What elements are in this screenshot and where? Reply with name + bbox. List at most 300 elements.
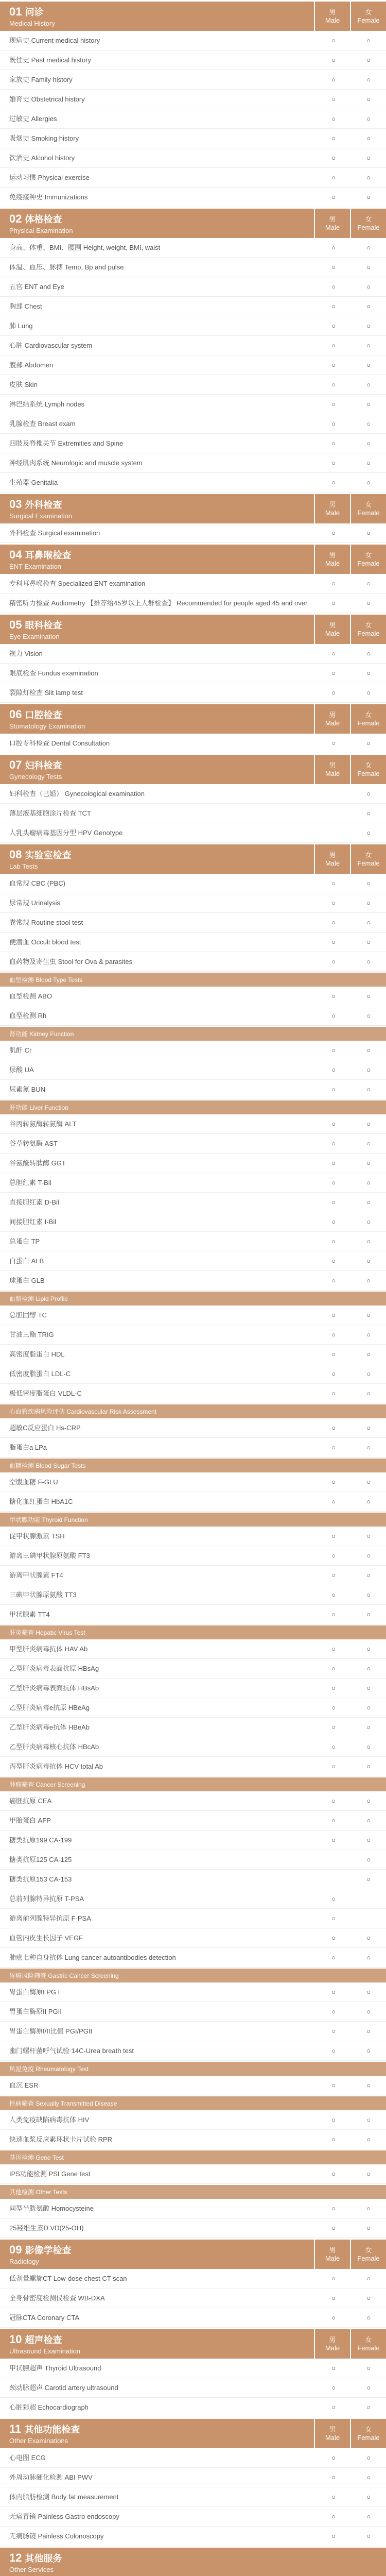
male-zh: 男 — [329, 2246, 336, 2254]
female-included-mark: ○ — [366, 2314, 371, 2321]
column-header-male — [314, 545, 350, 574]
female-en: Female — [357, 2254, 380, 2262]
column-header-female — [350, 755, 386, 784]
exam-item-name: 癌胚抗原 CEA — [9, 1797, 52, 1805]
exam-item-name: 乙型肝炎病毒核心抗体 HBcAb — [9, 1742, 99, 1751]
exam-item-name: 血管内皮生长因子 VEGF — [9, 1934, 83, 1942]
female-zh: 女 — [365, 2335, 372, 2344]
male-included-mark: ○ — [331, 1797, 336, 1805]
exam-item-row — [0, 109, 386, 129]
female-included-mark: ○ — [366, 2384, 371, 2392]
exam-item-row — [0, 316, 386, 336]
male-included-mark: ○ — [331, 2275, 336, 2282]
male-included-mark: ○ — [331, 1552, 336, 1560]
male-included-mark: ○ — [331, 2116, 336, 2124]
exam-item-name: 胃蛋白酶原I/II比值 PGI/PGII — [9, 2027, 93, 2035]
female-zh: 女 — [365, 710, 372, 719]
exam-item-name: 脂蛋白a LPa — [9, 1443, 47, 1451]
exam-item-name: 白蛋白 ALB — [9, 1257, 44, 1265]
exam-item-row — [0, 2002, 386, 2022]
female-included-mark: ○ — [366, 1277, 371, 1284]
male-included-mark: ○ — [331, 381, 336, 388]
male-included-mark: ○ — [331, 1611, 336, 1618]
male-zh: 男 — [329, 621, 336, 629]
exam-item-row — [0, 1193, 386, 1212]
male-included-mark: ○ — [331, 2047, 336, 2055]
section-title — [0, 615, 314, 644]
column-header-male — [314, 209, 350, 238]
male-included-mark: ○ — [331, 1218, 336, 1226]
section-title-zh-line — [9, 708, 314, 721]
female-included-mark: ○ — [366, 1238, 371, 1245]
exam-item-name: 薄层液基细胞涂片检查 TCT — [9, 809, 91, 817]
exam-item-row — [0, 1271, 386, 1291]
section-title — [0, 704, 314, 734]
male-included-mark: ○ — [331, 1311, 336, 1319]
exam-item-name: 便潜血 Occult blood test — [9, 938, 81, 946]
male-en: Male — [325, 223, 340, 231]
exam-item-row — [0, 414, 386, 434]
exam-item-row — [0, 2308, 386, 2328]
male-included-mark: ○ — [331, 2364, 336, 2372]
exam-item-row — [0, 148, 386, 168]
section-title-en: Physical Examination — [9, 227, 73, 234]
exam-item-name: 直接胆红素 D-Bil — [9, 1198, 59, 1206]
exam-item-row — [0, 1948, 386, 1968]
male-included-mark: ○ — [331, 1140, 336, 1147]
section-title-zh: 实验室检查 — [25, 850, 72, 860]
male-included-mark: ○ — [331, 322, 336, 330]
female-en: Female — [357, 2344, 380, 2352]
female-included-mark: ○ — [366, 1875, 371, 1883]
column-header-female — [350, 2, 386, 31]
exam-item-row — [0, 336, 386, 355]
exam-item-name: 身高、体重、BMI、腰围 Height, weight, BMI, waist — [9, 243, 161, 251]
section-number: 10 — [9, 2333, 22, 2346]
exam-item-row — [0, 2448, 386, 2468]
exam-item-row — [0, 453, 386, 473]
exam-item-name: 乙型肝炎病毒e抗原 HBeAg — [9, 1703, 90, 1711]
sub-section-header: 基因检测 Gene Test — [0, 2149, 386, 2164]
female-included-mark: ○ — [366, 669, 371, 677]
exam-item-name: 血常规 CBC (PBC) — [9, 879, 66, 887]
female-included-mark: ○ — [366, 1311, 371, 1319]
section-title — [0, 2, 314, 31]
exam-item-name: 心电图 ECG — [9, 2453, 46, 2462]
female-included-mark: ○ — [366, 1350, 371, 1358]
exam-item-name: 胃蛋白酶原II PGII — [9, 2007, 62, 2015]
female-included-mark: ○ — [366, 2116, 371, 2124]
section-title-en: Stomatology Examination — [9, 722, 85, 730]
male-included-mark: ○ — [331, 1723, 336, 1731]
female-included-mark: ○ — [366, 1954, 371, 1961]
exam-item-name: 尿素氮 BUN — [9, 1085, 46, 1093]
sub-section-header: 其他检测 Other Tests — [0, 2184, 386, 2199]
female-included-mark: ○ — [366, 2364, 371, 2372]
section-title-zh-line — [9, 2551, 386, 2565]
female-included-mark: ○ — [366, 1159, 371, 1167]
section-title-zh-line — [9, 498, 314, 511]
exam-item-row — [0, 1472, 386, 1492]
female-included-mark: ○ — [366, 580, 371, 587]
section-header — [0, 703, 386, 734]
exam-item-row — [0, 1605, 386, 1624]
column-header-female — [350, 844, 386, 874]
male-en: Male — [325, 2433, 340, 2442]
male-included-mark: ○ — [331, 1257, 336, 1265]
exam-item-row — [0, 70, 386, 90]
male-zh: 男 — [329, 551, 336, 559]
exam-item-name: 血型检测 ABO — [9, 992, 52, 1000]
male-included-mark: ○ — [331, 1350, 336, 1358]
male-en: Male — [325, 509, 340, 517]
male-included-mark: ○ — [331, 1012, 336, 1020]
male-included-mark: ○ — [331, 2008, 336, 2015]
exam-item-row — [0, 1114, 386, 1134]
column-header-female — [350, 545, 386, 574]
exam-item-name: IPS功能检测 PSI Gene test — [9, 2170, 91, 2178]
male-included-mark: ○ — [331, 1389, 336, 1397]
section-title-en: Eye Examination — [9, 633, 60, 640]
exam-item-row — [0, 1364, 386, 1384]
section-number: 12 — [9, 2551, 22, 2564]
female-included-mark: ○ — [366, 2473, 371, 2481]
male-included-mark: ○ — [331, 689, 336, 697]
section-title-zh-line — [9, 2422, 314, 2436]
male-included-mark: ○ — [331, 1743, 336, 1751]
exam-item-name: 视力 Vision — [9, 649, 43, 657]
exam-item-row — [0, 1831, 386, 1850]
male-included-mark: ○ — [331, 302, 336, 310]
exam-item-row — [0, 2022, 386, 2041]
male-included-mark: ○ — [331, 1046, 336, 1054]
male-en: Male — [325, 719, 340, 727]
male-included-mark: ○ — [331, 2224, 336, 2232]
exam-item-name: 精密听力检查 Audiometry 【推荐给45岁以上人群检查】 Recommended for people aged 45 and over — [9, 599, 308, 607]
exam-item-row — [0, 2199, 386, 2218]
female-included-mark: ○ — [366, 2513, 371, 2520]
exam-item-name: 血沉 ESR — [9, 2081, 39, 2089]
exam-item-name: 三碘甲状腺原氨酸 TT3 — [9, 1590, 77, 1599]
female-included-mark: ○ — [366, 1012, 371, 1020]
section-title — [0, 755, 314, 784]
exam-item-name: 低剂量螺旋CT Low-dose chest CT scan — [9, 2274, 127, 2282]
female-included-mark: ○ — [366, 2403, 371, 2411]
exam-item-row — [0, 1345, 386, 1364]
exam-item-row — [0, 1566, 386, 1585]
female-zh: 女 — [365, 851, 372, 859]
exam-item-row — [0, 1889, 386, 1909]
exam-item-name: 既往史 Past medical history — [9, 56, 91, 64]
male-en: Male — [325, 2254, 340, 2262]
section-title — [0, 545, 314, 574]
female-included-mark: ○ — [366, 174, 371, 181]
male-zh: 男 — [329, 2425, 336, 2433]
male-included-mark: ○ — [331, 1836, 336, 1844]
section-title — [0, 209, 314, 238]
female-en: Female — [357, 16, 380, 24]
exam-item-row — [0, 1928, 386, 1948]
sub-section-header: 胃癌风险筛查 Gastric Cancer Screening — [0, 1968, 386, 1982]
female-included-mark: ○ — [366, 342, 371, 349]
section-title-en: ENT Examination — [9, 563, 61, 570]
female-en: Female — [357, 769, 380, 777]
exam-item-name: 饮酒史 Alcohol history — [9, 154, 75, 162]
exam-item-row — [0, 1384, 386, 1403]
male-included-mark: ○ — [331, 2384, 336, 2392]
exam-item-name: 总胆固醇 TC — [9, 1311, 47, 1319]
column-header-female — [350, 2419, 386, 2448]
exam-item-row — [0, 2378, 386, 2398]
male-included-mark: ○ — [331, 1444, 336, 1451]
female-included-mark: ○ — [366, 1198, 371, 1206]
female-included-mark: ○ — [366, 2294, 371, 2302]
male-included-mark: ○ — [331, 37, 336, 44]
female-included-mark: ○ — [366, 1424, 371, 1432]
exam-item-name: 尿常规 Urinalysis — [9, 899, 60, 907]
male-included-mark: ○ — [331, 899, 336, 907]
exam-item-row — [0, 1850, 386, 1870]
female-included-mark: ○ — [366, 1257, 371, 1265]
exam-item-name: 谷氨酰转肽酶 GGT — [9, 1159, 66, 1167]
female-included-mark: ○ — [366, 958, 371, 965]
female-included-mark: ○ — [366, 302, 371, 310]
exam-item-row — [0, 168, 386, 188]
exam-item-row — [0, 1325, 386, 1345]
exam-item-row — [0, 952, 386, 972]
male-included-mark: ○ — [331, 2205, 336, 2212]
female-included-mark: ○ — [366, 115, 371, 123]
male-en: Male — [325, 16, 340, 24]
female-included-mark: ○ — [366, 1571, 371, 1579]
female-included-mark: ○ — [366, 1836, 371, 1844]
exam-item-name: 促甲状腺激素 TSH — [9, 1532, 65, 1540]
section-title-zh-line — [9, 548, 314, 562]
section-number: 09 — [9, 2243, 22, 2256]
exam-item-row — [0, 1438, 386, 1458]
column-header-male — [314, 615, 350, 644]
male-en: Male — [325, 629, 340, 637]
male-included-mark: ○ — [331, 1591, 336, 1599]
male-en: Male — [325, 859, 340, 867]
male-included-mark: ○ — [331, 1645, 336, 1653]
female-en: Female — [357, 2433, 380, 2442]
male-included-mark: ○ — [331, 439, 336, 447]
exam-item-name: 专科耳鼻喉检查 Specialized ENT examination — [9, 579, 146, 587]
female-included-mark: ○ — [366, 2047, 371, 2055]
sub-section-header: 甲状腺功能 Thyroid Function — [0, 1512, 386, 1527]
female-included-mark: ○ — [366, 1817, 371, 1824]
female-zh: 女 — [365, 2425, 372, 2433]
section-title-zh: 体格检查 — [25, 214, 62, 225]
exam-item-name: 甲状腺素 TT4 — [9, 1610, 50, 1618]
exam-item-row — [0, 1041, 386, 1060]
section-title-zh: 问诊 — [25, 7, 44, 18]
section-header — [0, 207, 386, 238]
section-header — [0, 0, 386, 31]
exam-item-row — [0, 1527, 386, 1546]
female-included-mark: ○ — [366, 1552, 371, 1560]
exam-item-name: 糖类抗原125 CA-125 — [9, 1855, 72, 1863]
male-included-mark: ○ — [331, 1238, 336, 1245]
female-included-mark: ○ — [366, 1046, 371, 1054]
male-included-mark: ○ — [331, 244, 336, 251]
section-title-en: Medical History — [9, 20, 55, 27]
exam-item-row — [0, 1546, 386, 1566]
exam-item-name: 游离甲状腺素 FT4 — [9, 1571, 63, 1579]
female-included-mark: ○ — [366, 37, 371, 44]
exam-item-row — [0, 874, 386, 893]
female-included-mark: ○ — [366, 56, 371, 64]
exam-item-row — [0, 31, 386, 50]
female-included-mark: ○ — [366, 1591, 371, 1599]
male-included-mark: ○ — [331, 2513, 336, 2520]
female-included-mark: ○ — [366, 1532, 371, 1540]
female-included-mark: ○ — [366, 154, 371, 162]
section-header — [0, 843, 386, 874]
male-included-mark: ○ — [331, 919, 336, 926]
exam-item-name: 运动习惯 Physical exercise — [9, 173, 90, 181]
exam-item-name: 冠脉CTA Coronary CTA — [9, 2313, 80, 2321]
exam-item-row — [0, 933, 386, 952]
section-title-zh-line — [9, 848, 314, 861]
female-included-mark: ○ — [366, 134, 371, 142]
exam-item-name: 吸烟史 Smoking history — [9, 134, 79, 142]
sub-section-header: 心血管疾病风险评估 Cardiovascular Risk Assessment — [0, 1403, 386, 1418]
male-included-mark: ○ — [331, 992, 336, 1000]
female-zh: 女 — [365, 551, 372, 559]
exam-item-row — [0, 355, 386, 375]
sub-section-header: 肝炎筛查 Hepatic Virus Test — [0, 1624, 386, 1639]
exam-item-name: 过敏史 Allergies — [9, 114, 57, 123]
female-included-mark: ○ — [366, 479, 371, 486]
female-included-mark: ○ — [366, 1179, 371, 1187]
section-title-zh: 影像学检查 — [25, 2245, 72, 2256]
female-included-mark: ○ — [366, 2224, 371, 2232]
exam-item-row — [0, 375, 386, 395]
female-zh: 女 — [365, 500, 372, 509]
male-zh: 男 — [329, 851, 336, 859]
section-title-zh: 其他服务 — [25, 2553, 62, 2564]
section-header — [0, 493, 386, 523]
exam-item-row — [0, 523, 386, 543]
female-included-mark: ○ — [366, 1066, 371, 1074]
exam-item-name: 肺癌七种自身抗体 Lung cancer autoantibodies detection — [9, 1953, 176, 1961]
female-included-mark: ○ — [366, 2081, 371, 2089]
exam-item-row — [0, 1982, 386, 2002]
exam-item-name: 全身骨密度检测仪检查 WB-DXA — [9, 2294, 105, 2302]
female-included-mark: ○ — [366, 1723, 371, 1731]
male-included-mark: ○ — [331, 2081, 336, 2089]
section-header — [0, 2546, 386, 2576]
exam-item-name: 快速血浆反应素环状卡片试验 RPR — [9, 2135, 113, 2143]
exam-item-row — [0, 395, 386, 414]
male-en: Male — [325, 559, 340, 567]
column-header-female — [350, 2240, 386, 2269]
female-included-mark: ○ — [366, 1389, 371, 1397]
exam-item-name: 总胆红素 T-Bil — [9, 1178, 51, 1187]
section-header — [0, 2238, 386, 2269]
exam-item-row — [0, 2398, 386, 2417]
female-included-mark: ○ — [366, 1218, 371, 1226]
exam-item-name: 甲胎蛋白 AFP — [9, 1816, 51, 1824]
female-zh: 女 — [365, 8, 372, 16]
female-included-mark: ○ — [366, 283, 371, 291]
exam-item-row — [0, 784, 386, 804]
section-number: 03 — [9, 498, 22, 511]
exam-item-name: 谷丙转氨酶转氨酶 ALT — [9, 1120, 77, 1128]
exam-item-row — [0, 188, 386, 207]
female-en: Female — [357, 859, 380, 867]
male-included-mark: ○ — [331, 115, 336, 123]
exam-item-name: 无痛胃镜 Painless Gastro endoscopy — [9, 2512, 119, 2520]
exam-item-row — [0, 1698, 386, 1718]
female-included-mark: ○ — [366, 322, 371, 330]
exam-item-name: 粪常规 Routine stool test — [9, 918, 83, 926]
female-zh: 女 — [365, 621, 372, 629]
male-included-mark: ○ — [331, 283, 336, 291]
female-included-mark: ○ — [366, 938, 371, 946]
male-included-mark: ○ — [331, 134, 336, 142]
section-header — [0, 753, 386, 784]
male-en: Male — [325, 769, 340, 777]
exam-item-name: 丙型肝炎病毒抗体 HCV total Ab — [9, 1762, 103, 1770]
section-number: 05 — [9, 618, 22, 631]
section-title-zh: 其他功能检查 — [24, 2425, 80, 2435]
section-title-zh: 眼科检查 — [25, 620, 62, 631]
sub-section-header: 肿瘤筛查 Cancer Screening — [0, 1776, 386, 1791]
exam-item-row — [0, 2110, 386, 2130]
female-included-mark: ○ — [366, 2532, 371, 2540]
exam-item-row — [0, 129, 386, 148]
section-title — [0, 2419, 314, 2448]
exam-item-name: 球蛋白 GLB — [9, 1276, 45, 1284]
exam-item-row — [0, 1492, 386, 1512]
exam-item-row — [0, 90, 386, 109]
exam-item-row — [0, 2507, 386, 2527]
column-header-female — [350, 704, 386, 734]
female-included-mark: ○ — [366, 1988, 371, 1996]
exam-item-row — [0, 297, 386, 316]
male-included-mark: ○ — [331, 1066, 336, 1074]
exam-item-row — [0, 1585, 386, 1605]
female-included-mark: ○ — [366, 459, 371, 467]
female-en: Female — [357, 629, 380, 637]
section-header — [0, 2417, 386, 2448]
section-number: 11 — [9, 2422, 22, 2435]
exam-item-name: 生殖器 Genitalia — [9, 478, 58, 486]
male-included-mark: ○ — [331, 1179, 336, 1187]
male-included-mark: ○ — [331, 529, 336, 537]
female-included-mark: ○ — [366, 263, 371, 271]
female-included-mark: ○ — [366, 1665, 371, 1672]
section-number: 06 — [9, 708, 22, 721]
exam-item-row — [0, 1251, 386, 1271]
male-included-mark: ○ — [331, 739, 336, 747]
female-included-mark: ○ — [366, 1370, 371, 1378]
exam-item-row — [0, 2527, 386, 2546]
column-header-male — [314, 494, 350, 523]
column-header-male — [314, 704, 350, 734]
female-included-mark: ○ — [366, 879, 371, 887]
exam-item-name: 游离三碘甲状腺原氨酸 FT3 — [9, 1551, 90, 1560]
male-included-mark: ○ — [331, 2294, 336, 2302]
exam-item-name: 无痛肠镜 Painless Colonoscopy — [9, 2532, 104, 2540]
exam-item-row — [0, 1060, 386, 1080]
female-included-mark: ○ — [366, 439, 371, 447]
exam-item-name: 胃蛋白酶原I PG I — [9, 1988, 60, 1996]
female-included-mark: ○ — [366, 420, 371, 428]
